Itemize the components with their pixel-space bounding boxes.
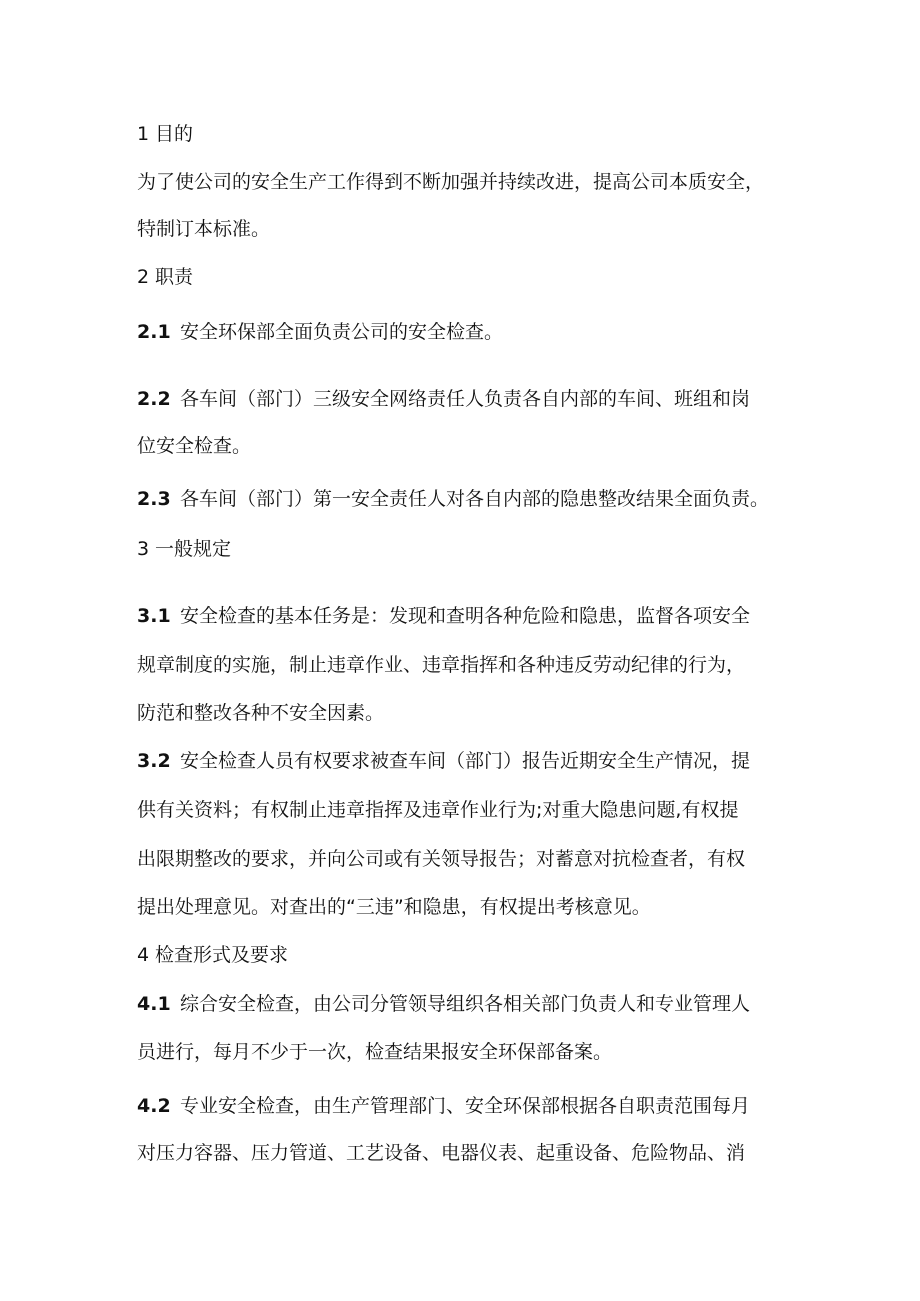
- section-number: 3: [137, 538, 150, 560]
- clause-3-1: [137, 603, 750, 629]
- clause-text: 安全检查的基本任务是：发现和查明各种危险和隐患，监督各项安全: [180, 605, 751, 627]
- section-3-heading: [137, 536, 231, 562]
- clause-number: 2.3: [137, 488, 171, 510]
- clause-text: 各车间（部门）三级安全网络责任人负责各自内部的车间、班组和岗: [180, 388, 751, 410]
- clause-number: 4.1: [137, 993, 171, 1015]
- clause-number: 2.1: [137, 321, 171, 343]
- section-4-heading: [137, 942, 288, 968]
- clause-2-1: [137, 319, 503, 345]
- clause-4-1: [137, 991, 750, 1017]
- section-title: 目的: [155, 123, 194, 145]
- paragraph-line: 防范和整改各种不安全因素。: [137, 702, 385, 724]
- clause-2-2: [137, 386, 750, 412]
- paragraph-line: 出限期整改的要求，并向公司或有关领导报告；对蓄意对抗检查者，有权: [137, 848, 746, 870]
- section-number: 1: [137, 123, 150, 145]
- clause-number: 4.2: [137, 1095, 171, 1117]
- clause-text: 专业安全检查，由生产管理部门、安全环保部根据各自职责范围每月: [180, 1095, 751, 1117]
- clause-text: 综合安全检查，由公司分管领导组织各相关部门负责人和专业管理人: [180, 993, 751, 1015]
- paragraph-line: 提出处理意见。对查出的“三违”和隐患，有权提出考核意见。: [137, 896, 651, 918]
- section-title: 检查形式及要求: [155, 944, 289, 966]
- paragraph-line: 员进行，每月不少于一次，检查结果报安全环保部备案。: [137, 1041, 613, 1063]
- clause-text: 安全检查人员有权要求被查车间（部门）报告近期安全生产情况，提: [180, 750, 751, 772]
- section-1-heading: [137, 121, 193, 147]
- paragraph-line: 为了使公司的安全生产工作得到不断加强并持续改进，提高公司本质安全，: [137, 171, 765, 193]
- clause-4-2: [137, 1093, 750, 1119]
- section-2-heading: [137, 264, 193, 290]
- clause-number: 3.1: [137, 605, 171, 627]
- clause-number: 3.2: [137, 750, 171, 772]
- section-number: 2: [137, 266, 150, 288]
- paragraph-line: 供有关资料；有权制止违章指挥及违章作业行为;对重大隐患问题,有权提: [137, 799, 739, 821]
- clause-number: 2.2: [137, 388, 171, 410]
- clause-text: 各车间（部门）第一安全责任人对各自内部的隐患整改结果全面负责。: [180, 488, 770, 510]
- clause-3-2: [137, 748, 750, 774]
- paragraph-line: 位安全检查。: [137, 435, 252, 457]
- paragraph-line: 对压力容器、压力管道、工艺设备、电器仪表、起重设备、危险物品、消: [137, 1142, 746, 1164]
- section-title: 一般规定: [155, 538, 232, 560]
- paragraph-line: 特制订本标准。: [137, 218, 271, 240]
- paragraph-line: 规章制度的实施，制止违章作业、违章指挥和各种违反劳动纪律的行为，: [137, 654, 746, 676]
- section-title: 职责: [155, 266, 194, 288]
- section-number: 4: [137, 944, 150, 966]
- clause-2-3: [137, 486, 769, 512]
- clause-text: 安全环保部全面负责公司的安全检查。: [180, 321, 504, 343]
